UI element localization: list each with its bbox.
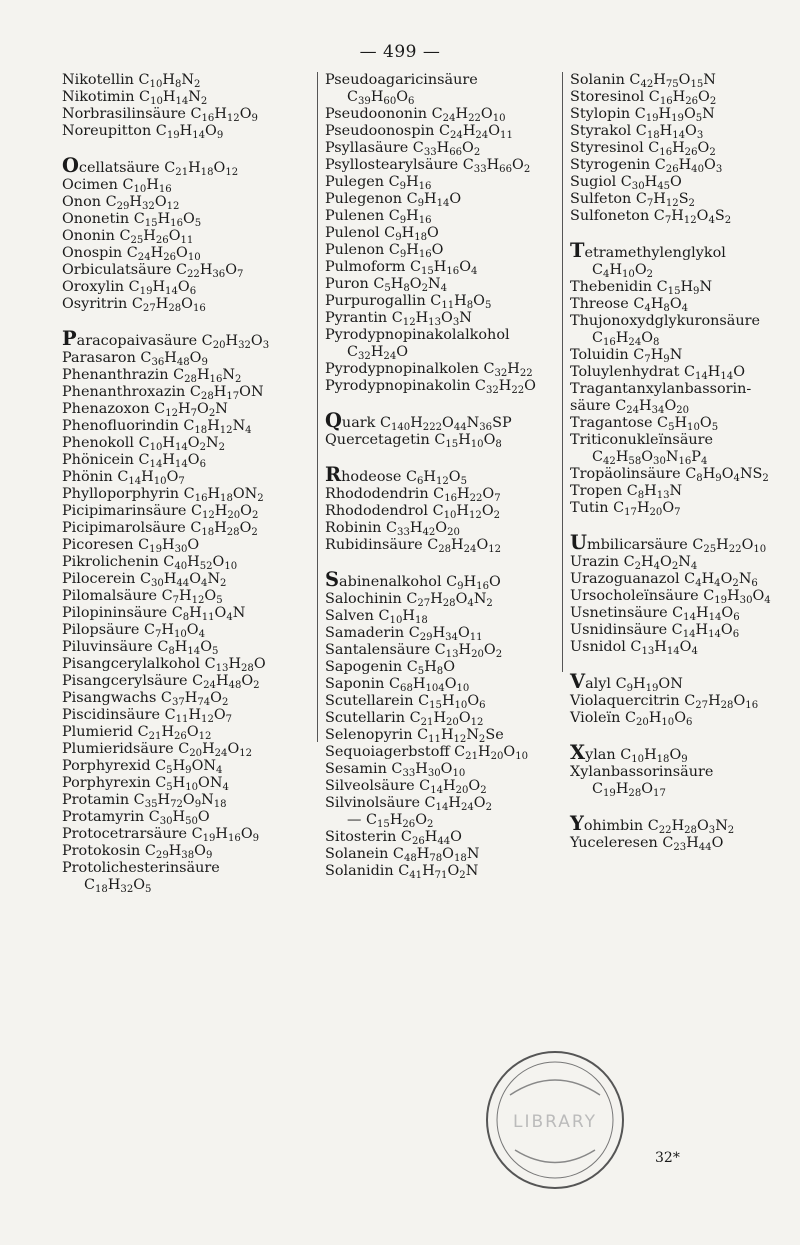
index-entry: Phenofluorindin $C_{18}H_{12}N_4$ [62, 418, 252, 437]
index-entry: Toluylenhydrat $C_{14}H_{14}O$ [570, 364, 745, 383]
index-entry: Pulenol $C_9H_{18}O$ [325, 225, 439, 244]
index-entry: Purpurogallin $C_{11}H_8O_5$ [325, 293, 492, 312]
index-entry: Osyritrin $C_{27}H_{28}O_{16}$ [62, 296, 206, 315]
index-entry: Tutin $C_{17}H_{20}O_7$ [570, 500, 681, 519]
index-entry: Pseudoonospin $C_{24}H_{24}O_{11}$ [325, 123, 513, 142]
index-entry: Solanein $C_{48}H_{78}O_{18}N$ [325, 846, 480, 865]
index-entry: Protolichesterinsäure [62, 860, 220, 876]
index-entry: Pilopsäure $C_7H_{10}O_4$ [62, 622, 206, 641]
index-entry: Tragantose $C_5H_{10}O_5$ [570, 415, 719, 434]
index-entry: Phönin $C_{14}H_{10}O_7$ [62, 469, 185, 488]
index-entry: Pikrolichenin $C_{40}H_{52}O_{10}$ [62, 554, 238, 573]
section-gap [570, 225, 800, 242]
index-entry: Onon $C_{29}H_{32}O_{12}$ [62, 194, 180, 213]
index-entry: Sapogenin $C_5H_8O$ [325, 659, 455, 678]
index-entry: Xylan $C_{10}H_{18}O_9$ [570, 741, 688, 766]
section-gap [325, 395, 565, 412]
index-entry: Pisangwachs $C_{37}H_{74}O_2$ [62, 690, 229, 709]
index-entry: Silveolsäure $C_{14}H_{20}O_2$ [325, 778, 487, 797]
section-gap [62, 313, 302, 330]
index-entry: Onospin $C_{24}H_{26}O_{10}$ [62, 245, 201, 264]
index-entry: $C_{42}H_{58}O_{30}N_{16}P_4$ [592, 449, 708, 468]
index-entry: Pulegenon $C_9H_{14}O$ [325, 191, 462, 210]
index-entry: Plumieridsäure $C_{20}H_{24}O_{12}$ [62, 741, 253, 760]
index-entry: $C_{32}H_{24}O$ [347, 344, 409, 363]
section-gap [570, 798, 800, 815]
index-entry: Sequoiagerbstoff $C_{21}H_{20}O_{10}$ [325, 744, 529, 763]
index-entry: Tropen $C_8H_{13}N$ [570, 483, 683, 502]
index-entry: Paracopaivasäure $C_{20}H_{32}O_3$ [62, 327, 270, 352]
index-entry: $C_4H_{10}O_2$ [592, 262, 654, 281]
library-stamp-icon [480, 1045, 630, 1195]
index-entry: Scutellarin $C_{21}H_{20}O_{12}$ [325, 710, 484, 729]
index-entry: Selenopyrin $C_{11}H_{12}N_2Se$ [325, 727, 504, 746]
index-entry: Puron $C_5H_8O_2N_4$ [325, 276, 448, 295]
index-entry: Threose $C_4H_8O_4$ [570, 296, 689, 315]
index-entry: Pulenen $C_9H_{16}$ [325, 208, 432, 227]
index-entry: Violaquercitrin $C_{27}H_{28}O_{16}$ [570, 693, 759, 712]
index-entry: Samaderin $C_{29}H_{34}O_{11}$ [325, 625, 483, 644]
index-entry: Phenanthroxazin $C_{28}H_{17}ON$ [62, 384, 264, 403]
index-entry: Norbrasilinsäure $C_{16}H_{12}O_9$ [62, 106, 258, 125]
index-entry: Valyl $C_9H_{19}ON$ [570, 670, 683, 695]
index-entry: Toluidin $C_7H_9N$ [570, 347, 683, 366]
index-entry: $C_{39}H_{60}O_6$ [347, 89, 415, 108]
index-entry: Psyllostearylsäure $C_{33}H_{66}O_2$ [325, 157, 531, 176]
index-entry: Ononin $C_{25}H_{26}O_{11}$ [62, 228, 194, 247]
index-entry: Usnidol $C_{13}H_{14}O_4$ [570, 639, 698, 658]
index-entry: $C_{18}H_{32}O_5$ [84, 877, 152, 896]
section-gap [570, 517, 800, 534]
index-entry: Phönicein $C_{14}H_{14}O_6$ [62, 452, 206, 471]
index-entry: Rhodeose $C_6H_{12}O_5$ [325, 463, 468, 488]
index-entry: Solanidin $C_{41}H_{71}O_2N$ [325, 863, 479, 882]
index-entry: $C_{19}H_{28}O_{17}$ [592, 781, 666, 800]
index-entry: Picipimarinsäure $C_{12}H_{20}O_2$ [62, 503, 259, 522]
index-entry: Storesinol $C_{16}H_{26}O_2$ [570, 89, 717, 108]
index-entry: Pisangcerylalkohol $C_{13}H_{28}O$ [62, 656, 266, 675]
index-entry: Pseudoononin $C_{24}H_{22}O_{10}$ [325, 106, 506, 125]
index-entry: Pyrodypnopinakolalkohol [325, 327, 510, 343]
index-entry: Pilomalsäure $C_7H_{12}O_5$ [62, 588, 223, 607]
index-entry: Pulmoform $C_{15}H_{16}O_4$ [325, 259, 478, 278]
index-entry: Usnidinsäure $C_{14}H_{14}O_6$ [570, 622, 740, 641]
index-column-2 [317, 72, 565, 882]
index-entry: Usnetinsäure $C_{14}H_{14}O_6$ [570, 605, 740, 624]
section-gap [570, 727, 800, 744]
index-entry: Pyrantin $C_{12}H_{13}O_3N$ [325, 310, 472, 329]
index-entry: Saponin $C_{68}H_{104}O_{10}$ [325, 676, 470, 695]
index-entry: Sitosterin $C_{26}H_{44}O$ [325, 829, 462, 848]
index-entry: Stylopin $C_{19}H_{19}O_5N$ [570, 106, 715, 125]
index-entry: Quark $C_{140}H_{222}O_{44}N_{36}SP$ [325, 409, 512, 434]
index-entry: Pulenon $C_9H_{16}O$ [325, 242, 444, 261]
index-entry: Protamin $C_{35}H_{72}O_9N_{18}$ [62, 792, 227, 811]
index-entry: Umbilicarsäure $C_{25}H_{22}O_{10}$ [570, 531, 767, 556]
index-entry: Styrakol $C_{18}H_{14}O_3$ [570, 123, 704, 142]
index-entry: Noreupitton $C_{19}H_{14}O_9$ [62, 123, 224, 142]
index-entry: Solanin $C_{42}H_{75}O_{15}N$ [570, 72, 716, 91]
index-entry: Rhododendrol $C_{10}H_{12}O_2$ [325, 503, 501, 522]
index-entry: Thebenidin $C_{15}H_9N$ [570, 279, 713, 298]
index-entry: Piluvinsäure $C_8H_{14}O_5$ [62, 639, 219, 658]
index-entry: Robinin $C_{33}H_{42}O_{20}$ [325, 520, 460, 539]
index-entry: säure $C_{24}H_{34}O_{20}$ [570, 398, 690, 417]
index-entry: Psyllasäure $C_{33}H_{66}O_2$ [325, 140, 481, 159]
index-entry: Oroxylin $C_{19}H_{14}O_6$ [62, 279, 197, 298]
index-entry: Parasaron $C_{36}H_{48}O_9$ [62, 350, 208, 369]
index-entry: Pulegen $C_9H_{16}$ [325, 174, 432, 193]
index-entry: Nikotimin $C_{10}H_{14}N_2$ [62, 89, 208, 108]
index-entry: Salochinin $C_{27}H_{28}O_4N_2$ [325, 591, 493, 610]
index-entry: Rhododendrin $C_{16}H_{22}O_7$ [325, 486, 501, 505]
section-gap [325, 449, 565, 466]
index-entry: Plumierid $C_{21}H_{26}O_{12}$ [62, 724, 212, 743]
index-entry: Sulfeton $C_7H_{12}S_2$ [570, 191, 695, 210]
index-entry: Sabinenalkohol $C_9H_{16}O$ [325, 568, 501, 593]
index-entry: Porphyrexid $C_5H_9ON_4$ [62, 758, 223, 777]
index-entry: Phenokoll $C_{10}H_{14}O_2N_2$ [62, 435, 226, 454]
index-entry: Violeïn $C_{20}H_{10}O_6$ [570, 710, 693, 729]
index-entry: Pilopininsäure $C_8H_{11}O_4N$ [62, 605, 246, 624]
section-gap [62, 140, 302, 157]
index-entry: Ocellatsäure $C_{21}H_{18}O_{12}$ [62, 154, 239, 179]
index-entry: Protamyrin $C_{30}H_{50}O$ [62, 809, 210, 828]
index-entry: Quercetagetin $C_{15}H_{10}O_8$ [325, 432, 502, 451]
index-entry: Sulfoneton $C_7H_{12}O_4S_2$ [570, 208, 732, 227]
section-gap [570, 656, 800, 673]
index-entry: Picipimarolsäure $C_{18}H_{28}O_2$ [62, 520, 258, 539]
index-entry: Styresinol $C_{16}H_{26}O_2$ [570, 140, 716, 159]
index-entry: Ursocholeïnsäure $C_{19}H_{30}O_4$ [570, 588, 771, 607]
signature-mark: 32* [655, 1150, 680, 1166]
index-entry: Pseudoagaricinsäure [325, 72, 478, 88]
index-entry: $C_{16}H_{24}O_8$ [592, 330, 660, 349]
index-entry: Protocetrarsäure $C_{19}H_{16}O_9$ [62, 826, 260, 845]
index-entry: Sesamin $C_{33}H_{30}O_{10}$ [325, 761, 466, 780]
index-column-1 [62, 72, 302, 894]
index-entry: Sugiol $C_{30}H_{45}O$ [570, 174, 682, 193]
index-entry: Ocimen $C_{10}H_{16}$ [62, 177, 172, 196]
index-entry: Salven $C_{10}H_{18}$ [325, 608, 428, 627]
section-gap [325, 554, 565, 571]
index-entry: Pyrodypnopinakolin $C_{32}H_{22}O$ [325, 378, 536, 397]
index-entry: Phenanthrazin $C_{28}H_{16}N_2$ [62, 367, 242, 386]
index-entry: Scutellarein $C_{15}H_{10}O_6$ [325, 693, 486, 712]
page-number: — 499 — [359, 42, 441, 62]
index-entry: — $C_{15}H_{26}O_2$ [347, 812, 434, 831]
index-entry: Protokosin $C_{29}H_{38}O_9$ [62, 843, 213, 862]
index-entry: Urazoguanazol $C_4H_4O_2N_6$ [570, 571, 758, 590]
index-entry: Thujonoxydglykuronsäure [570, 313, 761, 329]
index-entry: Rubidinsäure $C_{28}H_{24}O_{12}$ [325, 537, 502, 556]
index-entry: Orbiculatsäure $C_{22}H_{36}O_7$ [62, 262, 244, 281]
index-entry: Urazin $C_2H_4O_2N_4$ [570, 554, 698, 573]
index-entry: Pisangcerylsäure $C_{24}H_{48}O_2$ [62, 673, 260, 692]
index-entry: Yohimbin $C_{22}H_{28}O_3N_2$ [570, 812, 735, 837]
index-entry: Xylanbassorinsäure [570, 764, 714, 780]
index-entry: Silvinolsäure $C_{14}H_{24}O_2$ [325, 795, 492, 814]
index-entry: Nikotellin $C_{10}H_8N_2$ [62, 72, 201, 91]
index-entry: Yuceleresen $C_{23}H_{44}O$ [570, 835, 724, 854]
index-entry: Tetramethylenglykol [570, 239, 726, 262]
index-entry: Piscidinsäure $C_{11}H_{12}O_7$ [62, 707, 233, 726]
index-entry: Phenazoxon $C_{12}H_7O_2N$ [62, 401, 228, 420]
index-entry: Porphyrexin $C_5H_{10}ON_4$ [62, 775, 229, 794]
index-entry: Ononetin $C_{15}H_{16}O_5$ [62, 211, 202, 230]
index-entry: Picoresen $C_{19}H_{30}O$ [62, 537, 200, 556]
index-entry: Tropäolinsäure $C_8H_9O_4NS_2$ [570, 466, 769, 485]
index-entry: Tragantanxylanbassorin- [570, 381, 752, 397]
index-entry: Pilocerein $C_{30}H_{44}O_4N_2$ [62, 571, 227, 590]
index-entry: Styrogenin $C_{26}H_{40}O_3$ [570, 157, 723, 176]
index-entry: Phylloporphyrin $C_{16}H_{18}ON_2$ [62, 486, 264, 505]
index-entry: Santalensäure $C_{13}H_{20}O_2$ [325, 642, 503, 661]
index-entry: Triticonukleïnsäure [570, 432, 714, 448]
index-column-3 [562, 72, 800, 854]
stamp-text: LIBRARY [512, 1112, 598, 1132]
index-entry: Pyrodypnopinalkolen $C_{32}H_{22}$ [325, 361, 533, 380]
